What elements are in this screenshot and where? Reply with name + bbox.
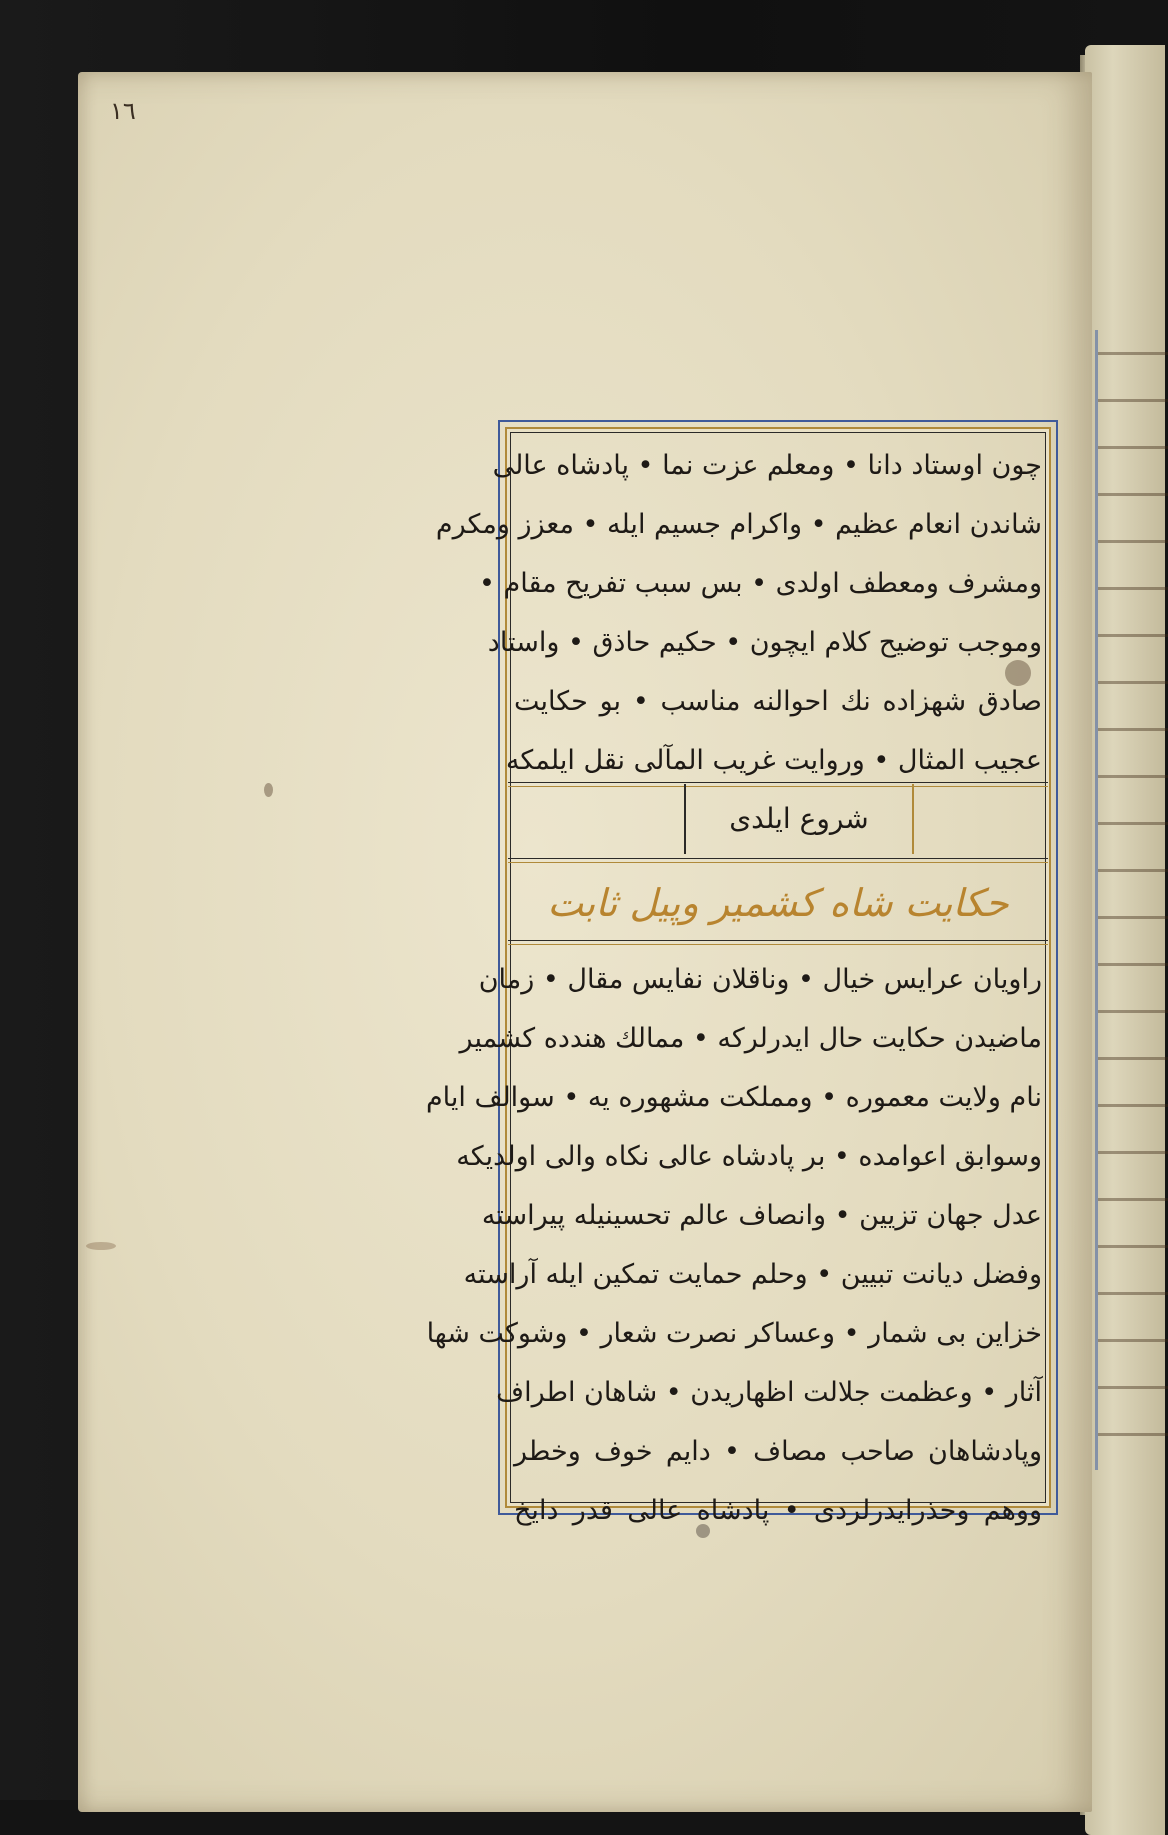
text-line: شاندن انعام عظیم • واکرام جسیم ایله • معزز ومکرم xyxy=(435,509,1042,540)
text-line: راویان عرایس خیال • وناقلان نفایس مقال • زمان xyxy=(478,964,1042,995)
text-block-top xyxy=(435,436,1042,790)
text-line: صادق شهزاده نك احوالنه مناسب • بو حکایت xyxy=(514,686,1042,717)
text-line: وپادشاهان صاحب مصاف • دایم خوف وخطر xyxy=(514,1436,1042,1467)
manuscript-page xyxy=(78,72,1092,1812)
subheading: شروع ایلدی xyxy=(684,784,914,854)
text-line: ومشرف ومعطف اولدی • بس سبب تفریح مقام • xyxy=(479,568,1042,599)
text-line: عجیب المثال • وروایت غریب المآلی نقل ایلمکه xyxy=(505,745,1042,776)
text-line: عدل جهان تزیین • وانصاف عالم تحسینیله پیراسته xyxy=(481,1200,1042,1231)
text-line: آثار • وعظمت جلالت اظهاریدن • شاهان اطراف xyxy=(496,1377,1042,1408)
text-line: وفضل دیانت تبیین • وحلم حمایت تمکین ایله آراسته xyxy=(463,1259,1042,1290)
text-line: خزاین بی شمار • وعساکر نصرت شعار • وشوکت شها xyxy=(426,1318,1042,1349)
rule-divider xyxy=(508,940,1048,945)
subheading-row xyxy=(508,784,1048,854)
text-line: وموجب توضیح کلام ایچون • حکیم حاذق • واستاد xyxy=(487,627,1042,658)
folio-number: ١٦ xyxy=(110,97,136,125)
facing-page-text-fragment xyxy=(1095,330,1168,1470)
stain-spot xyxy=(86,1242,116,1250)
text-line: وسوابق اعوامده • بر پادشاه عالی نکاه والی اولدیکه xyxy=(456,1141,1042,1172)
stain-spot xyxy=(264,783,273,797)
text-line: ووهم وحذرایدرلردی • پادشاه عالی قدر دایخ xyxy=(514,1495,1042,1526)
text-line: نام ولایت معموره • ومملکت مشهوره یه • سوالف ایام xyxy=(425,1082,1042,1113)
text-line: چون اوستاد دانا • ومعلم عزت نما • پادشاه عالی xyxy=(492,450,1042,481)
text-block-bottom xyxy=(425,950,1042,1540)
text-frame xyxy=(425,420,1058,1526)
text-line: ماضیدن حکایت حال ایدرلرکه • ممالك هندده کشمیر xyxy=(459,1023,1042,1054)
chapter-title: حکایت شاه کشمیر وپیل ثابت xyxy=(547,881,1009,925)
